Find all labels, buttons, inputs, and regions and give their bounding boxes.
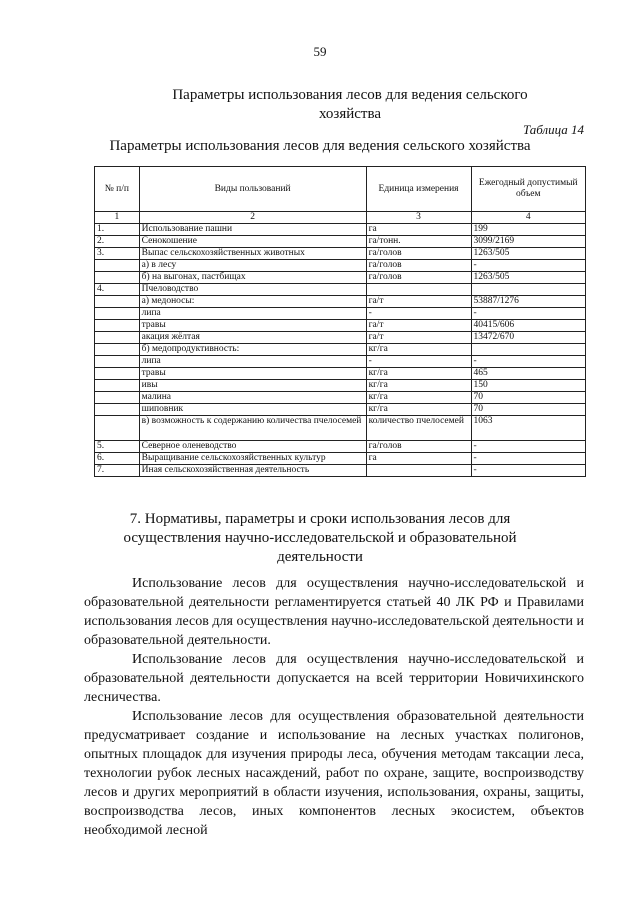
col-number: 3 bbox=[366, 212, 471, 224]
cell-type: Использование пашни bbox=[139, 224, 366, 236]
cell-volume: - bbox=[471, 441, 585, 453]
table-row bbox=[95, 465, 586, 477]
paragraph: Использование лесов для осуществления научно-исследовательской и образовательной деятельности регламентируется статьей 40 ЛК РФ и Правилами использования лесов для осуществления научно-исследовательской деятельности и образовательной деятельности. bbox=[84, 576, 584, 648]
table-row bbox=[95, 332, 586, 344]
header-number: № п/п bbox=[95, 167, 140, 212]
header-type: Виды пользований bbox=[139, 167, 366, 212]
cell-type: Северное оленеводство bbox=[139, 441, 366, 453]
cell-volume: 13472/670 bbox=[471, 332, 585, 344]
cell-type: малина bbox=[139, 392, 366, 404]
table-row bbox=[95, 236, 586, 248]
cell-unit: га/голов bbox=[366, 248, 471, 260]
cell-number bbox=[95, 296, 140, 308]
paragraph: Использование лесов для осуществления научно-исследовательской и образовательной деятельности допускается на всей территории Новичихинского лесничества. bbox=[84, 652, 584, 705]
cell-unit: га/голов bbox=[366, 272, 471, 284]
header-unit: Единица измерения bbox=[366, 167, 471, 212]
cell-unit: га/голов bbox=[366, 441, 471, 453]
cell-number bbox=[95, 344, 140, 356]
table-row bbox=[95, 320, 586, 332]
cell-type: Выпас сельскохозяйственных животных bbox=[139, 248, 366, 260]
cell-unit: га bbox=[366, 224, 471, 236]
cell-type: Выращивание сельскохозяйственных культур bbox=[139, 453, 366, 465]
cell-number: 1. bbox=[95, 224, 140, 236]
table-row bbox=[95, 380, 586, 392]
cell-unit: га/голов bbox=[366, 260, 471, 272]
table-body bbox=[95, 224, 586, 477]
cell-type: в) возможность к содержанию количества пчелосемей bbox=[139, 416, 366, 441]
cell-unit: кг/га bbox=[366, 392, 471, 404]
cell-unit bbox=[366, 465, 471, 477]
cell-volume bbox=[471, 344, 585, 356]
col-number: 4 bbox=[471, 212, 585, 224]
cell-type: Пчеловодство bbox=[139, 284, 366, 296]
header-volume: Ежегодный допустимый объем bbox=[471, 167, 585, 212]
cell-unit: га/т bbox=[366, 296, 471, 308]
table-row bbox=[95, 416, 586, 441]
cell-volume: 40415/606 bbox=[471, 320, 585, 332]
cell-unit: кг/га bbox=[366, 404, 471, 416]
cell-number bbox=[95, 308, 140, 320]
cell-number bbox=[95, 356, 140, 368]
cell-type: б) медопродуктивность: bbox=[139, 344, 366, 356]
table-row bbox=[95, 441, 586, 453]
cell-volume: 150 bbox=[471, 380, 585, 392]
cell-number bbox=[95, 272, 140, 284]
table-row bbox=[95, 356, 586, 368]
cell-number: 7. bbox=[95, 465, 140, 477]
cell-unit: кг/га bbox=[366, 380, 471, 392]
cell-number: 5. bbox=[95, 441, 140, 453]
parameters-table bbox=[94, 166, 586, 477]
table-row bbox=[95, 248, 586, 260]
cell-volume: - bbox=[471, 356, 585, 368]
cell-unit: количество пчелосемей bbox=[366, 416, 471, 441]
cell-type: шиповник bbox=[139, 404, 366, 416]
cell-volume: 3099/2169 bbox=[471, 236, 585, 248]
section-heading: Параметры использования лесов для ведения сельского хозяйства bbox=[172, 87, 528, 122]
cell-type: липа bbox=[139, 356, 366, 368]
cell-type: травы bbox=[139, 320, 366, 332]
col-number: 2 bbox=[139, 212, 366, 224]
cell-unit: кг/га bbox=[366, 368, 471, 380]
table-caption: Параметры использования лесов для ведения сельского хозяйства bbox=[109, 138, 531, 154]
cell-number bbox=[95, 380, 140, 392]
cell-unit: га/т bbox=[366, 332, 471, 344]
table-label: Таблица 14 bbox=[522, 122, 584, 137]
cell-volume: 1063 bbox=[471, 416, 585, 441]
table-row bbox=[95, 404, 586, 416]
page-number: 59 bbox=[313, 44, 327, 59]
cell-type: Иная сельскохозяйственная деятельность bbox=[139, 465, 366, 477]
cell-number bbox=[95, 320, 140, 332]
table-row bbox=[95, 260, 586, 272]
table-row bbox=[95, 272, 586, 284]
table-row bbox=[95, 308, 586, 320]
cell-number bbox=[95, 416, 140, 441]
cell-volume: - bbox=[471, 260, 585, 272]
cell-type: травы bbox=[139, 368, 366, 380]
table-row bbox=[95, 368, 586, 380]
cell-unit: - bbox=[366, 308, 471, 320]
table-row bbox=[95, 392, 586, 404]
cell-type: ивы bbox=[139, 380, 366, 392]
cell-unit: кг/га bbox=[366, 344, 471, 356]
table-row bbox=[95, 344, 586, 356]
cell-type: а) в лесу bbox=[139, 260, 366, 272]
cell-type: акация жёлтая bbox=[139, 332, 366, 344]
cell-volume: 199 bbox=[471, 224, 585, 236]
cell-unit: га/тонн. bbox=[366, 236, 471, 248]
cell-type: б) на выгонах, пастбищах bbox=[139, 272, 366, 284]
cell-volume: 53887/1276 bbox=[471, 296, 585, 308]
cell-volume: 70 bbox=[471, 404, 585, 416]
cell-number bbox=[95, 404, 140, 416]
table-row bbox=[95, 224, 586, 236]
body-text bbox=[84, 574, 584, 840]
table-row bbox=[95, 296, 586, 308]
cell-volume: 465 bbox=[471, 368, 585, 380]
cell-number bbox=[95, 260, 140, 272]
cell-volume: 1263/505 bbox=[471, 248, 585, 260]
cell-type: липа bbox=[139, 308, 366, 320]
cell-type: а) медоносы: bbox=[139, 296, 366, 308]
table-row bbox=[95, 453, 586, 465]
cell-number: 3. bbox=[95, 248, 140, 260]
cell-volume: - bbox=[471, 453, 585, 465]
cell-number: 2. bbox=[95, 236, 140, 248]
cell-number bbox=[95, 392, 140, 404]
cell-unit: га/т bbox=[366, 320, 471, 332]
cell-volume: 1263/505 bbox=[471, 272, 585, 284]
cell-number bbox=[95, 368, 140, 380]
cell-number: 4. bbox=[95, 284, 140, 296]
cell-unit: - bbox=[366, 356, 471, 368]
cell-volume: - bbox=[471, 465, 585, 477]
cell-volume: 70 bbox=[471, 392, 585, 404]
cell-unit: га bbox=[366, 453, 471, 465]
paragraph: Использование лесов для осуществления образовательной деятельности предусматривает создание и использование на лесных участках полигонов, опытных площадок для изучения природы леса, обучения методам таксации леса, технологии рубок лесных насаждений, работ по охране, защите, воспроизводству лесов и других мероприятий в области изучения, использования, охраны, защиты, воспроизводства лесов, иных компонентов лесных экосистем, объектов необходимой лесной bbox=[84, 709, 584, 838]
chapter-heading: 7. Нормативы, параметры и сроки использования лесов для осуществления научно-исследовательской и образовательной деятельности bbox=[123, 511, 517, 565]
cell-number bbox=[95, 332, 140, 344]
cell-volume bbox=[471, 284, 585, 296]
cell-volume: - bbox=[471, 308, 585, 320]
cell-unit bbox=[366, 284, 471, 296]
col-number: 1 bbox=[95, 212, 140, 224]
table-row bbox=[95, 284, 586, 296]
cell-type: Сенокошение bbox=[139, 236, 366, 248]
cell-number: 6. bbox=[95, 453, 140, 465]
